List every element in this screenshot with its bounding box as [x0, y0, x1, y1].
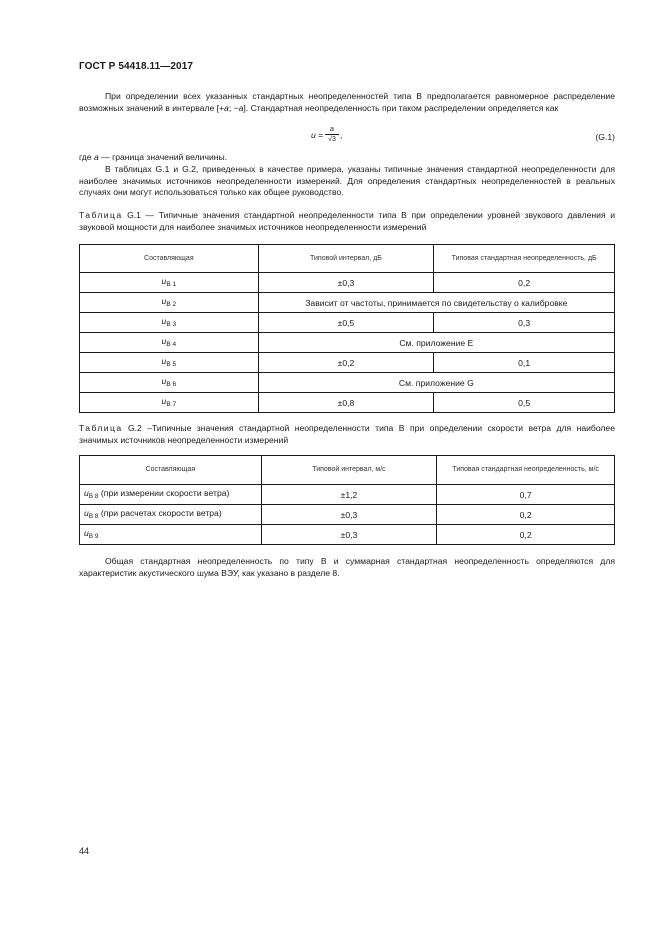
interval-cell: ±0,3 — [261, 505, 437, 525]
where-clause: где a — граница значений величины. — [79, 152, 228, 162]
component-cell: $u_{В 5}$ — [80, 353, 259, 373]
component-cell: $u_{В 4}$ — [80, 333, 259, 353]
interval-cell: ±1,2 — [261, 485, 437, 505]
merged-cell: См. приложение G — [258, 373, 614, 393]
table-row — [80, 293, 615, 313]
table1-caption: Таблица G.1 — Типичные значения стандартной неопределенности типа В при определении уровней звукового давления и звуковой мощности для наиболее значимых источников неопределенности измерений — [79, 210, 615, 232]
interval-cell: ±0,8 — [258, 393, 434, 413]
table-row — [80, 393, 615, 413]
component-cell: $u_{В 1}$ — [80, 273, 259, 293]
uncertainty-cell: 0,7 — [437, 485, 615, 505]
uncertainty-cell: 0,2 — [434, 273, 615, 293]
table-row — [80, 273, 615, 293]
table2-header-uncertainty: Типовая стандартная неопределенность, м/с — [437, 456, 615, 485]
table-g2 — [79, 455, 615, 545]
table2-header-row — [80, 456, 615, 485]
table-row — [80, 505, 615, 525]
table-row — [80, 313, 615, 333]
table-g1 — [79, 244, 615, 413]
tables-paragraph: В таблицах G.1 и G.2, приведенных в качестве примера, указаны типичные значения стандартной неопределенности для наиболее значимых источников неопределенности измерений. Для определения стандартных неопределенностей в реальных случаях они могут использоваться только как общее руководство. — [79, 164, 615, 198]
merged-cell: Зависит от частоты, принимается по свидетельству о калибровке — [258, 293, 614, 313]
uncertainty-cell: 0,2 — [437, 525, 615, 545]
interval-cell: ±0,2 — [258, 353, 434, 373]
table-row — [80, 525, 615, 545]
formula-number: (G.1) — [595, 132, 615, 142]
table-row — [80, 333, 615, 353]
uncertainty-cell: 0,1 — [434, 353, 615, 373]
component-cell: $u_{В 3}$ — [80, 313, 259, 333]
table-row — [80, 353, 615, 373]
uncertainty-cell: 0,2 — [437, 505, 615, 525]
uncertainty-cell: 0,5 — [434, 393, 615, 413]
page-number: 44 — [79, 846, 90, 856]
table2-header-interval: Типовой интервал, м/с — [261, 456, 437, 485]
table1-header-row — [80, 245, 615, 273]
intro-paragraph: При определении всех указанных стандартных неопределенностей типа В предполагается равномерное распределение возможных значений в интервале [+a; −a]. Стандартная неопределенность при таком распределении определяется как — [79, 91, 615, 113]
component-cell: $u_{В 8}$ (при измерении скорости ветра) — [80, 485, 262, 505]
formula-g1 — [79, 126, 615, 152]
component-cell: $u_{В 9}$ — [80, 525, 262, 545]
component-cell: $u_{В 7}$ — [80, 393, 259, 413]
component-cell: $u_{В 2}$ — [80, 293, 259, 313]
component-cell: $u_{В 6}$ — [80, 373, 259, 393]
formula-expression: u = $\frac{a}{√3}$ , — [311, 126, 343, 143]
table1-header-interval: Типовой интервал, дБ — [258, 245, 434, 273]
formula-fraction: $\frac{a}{√3}$ — [325, 126, 339, 144]
uncertainty-cell: 0,3 — [434, 313, 615, 333]
closing-paragraph: Общая стандартная неопределенность по типу В и суммарная стандартная неопределенность определяются для характеристик акустического шума ВЭУ, как указано в разделе 8. — [79, 556, 615, 578]
document-header: ГОСТ Р 54418.11—2017 — [79, 61, 194, 72]
table-row — [80, 373, 615, 393]
interval-cell: ±0,5 — [258, 313, 434, 333]
table1-header-component: Составляющая — [80, 245, 259, 273]
table2-caption: Таблица G.2 –Типичные значения стандартной неопределенности типа В при определении скорости ветра для наиболее значимых источников неопределенности измерений — [79, 423, 615, 445]
component-cell: $u_{В 8}$ (при расчетах скорости ветра) — [80, 505, 262, 525]
table1-header-uncertainty: Типовая стандартная неопределенность, дБ — [434, 245, 615, 273]
merged-cell: См. приложение Е — [258, 333, 614, 353]
table2-header-component: Составляющая — [80, 456, 262, 485]
interval-cell: ±0,3 — [258, 273, 434, 293]
table-row — [80, 485, 615, 505]
interval-cell: ±0,3 — [261, 525, 437, 545]
